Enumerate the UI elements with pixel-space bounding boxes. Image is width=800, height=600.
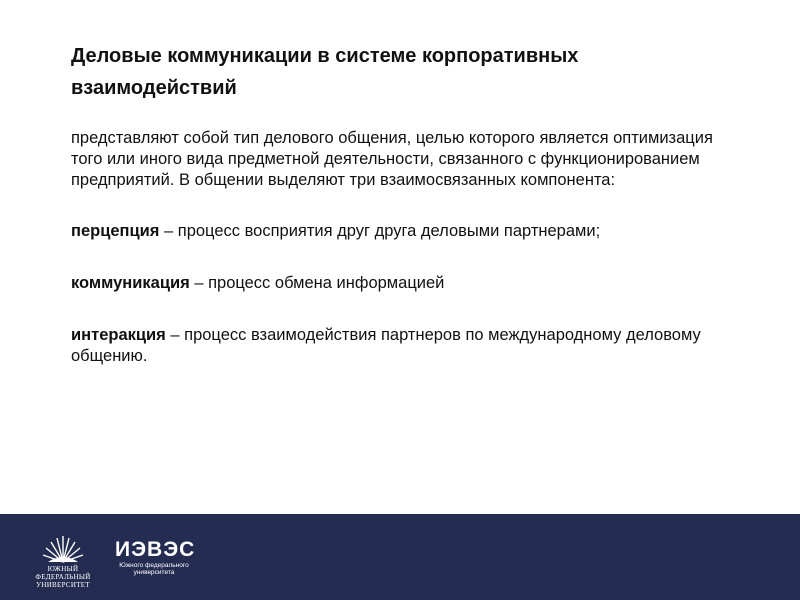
- definition-term: коммуникация: [71, 274, 190, 292]
- institute-logo: [115, 538, 215, 588]
- slide-content: [71, 128, 731, 367]
- footer-bar: [0, 514, 800, 600]
- institute-name: ИЭВЭС: [115, 538, 196, 561]
- definition-term: интеракция: [71, 326, 166, 344]
- definition-perception: [71, 221, 731, 242]
- university-name: [22, 565, 104, 589]
- university-name-line: УНИВЕРСИТЕТ: [36, 581, 90, 589]
- slide-title: Деловые коммуникации в системе корпоративных взаимодействий: [71, 45, 579, 99]
- sunburst-emblem-icon: [40, 534, 86, 564]
- university-name-line: ФЕДЕРАЛЬНЫЙ: [35, 573, 91, 581]
- definition-term: перцепция: [71, 222, 160, 240]
- university-logo: [22, 534, 104, 594]
- institute-subtitle-line: Южного федерального: [119, 562, 189, 569]
- intro-paragraph: представляют собой тип делового общения, целью которого является оптимизация того или иного вида предметной деятельности, связанного с функционированием предприятий. В общении выделяют три взаимосвязанных компонента:: [71, 129, 713, 189]
- definition-text: – процесс восприятия друг друга деловыми партнерами;: [159, 222, 601, 240]
- definition-communication: [71, 273, 731, 294]
- institute-subtitle-line: университета: [133, 569, 175, 576]
- definition-text: – процесс обмена информацией: [189, 274, 445, 292]
- definition-text: – процесс взаимодействия партнеров по международному деловому общению.: [71, 326, 701, 365]
- university-name-line: ЮЖНЫЙ: [47, 565, 79, 573]
- definition-interaction: [71, 325, 731, 367]
- institute-subtitle: [115, 562, 193, 576]
